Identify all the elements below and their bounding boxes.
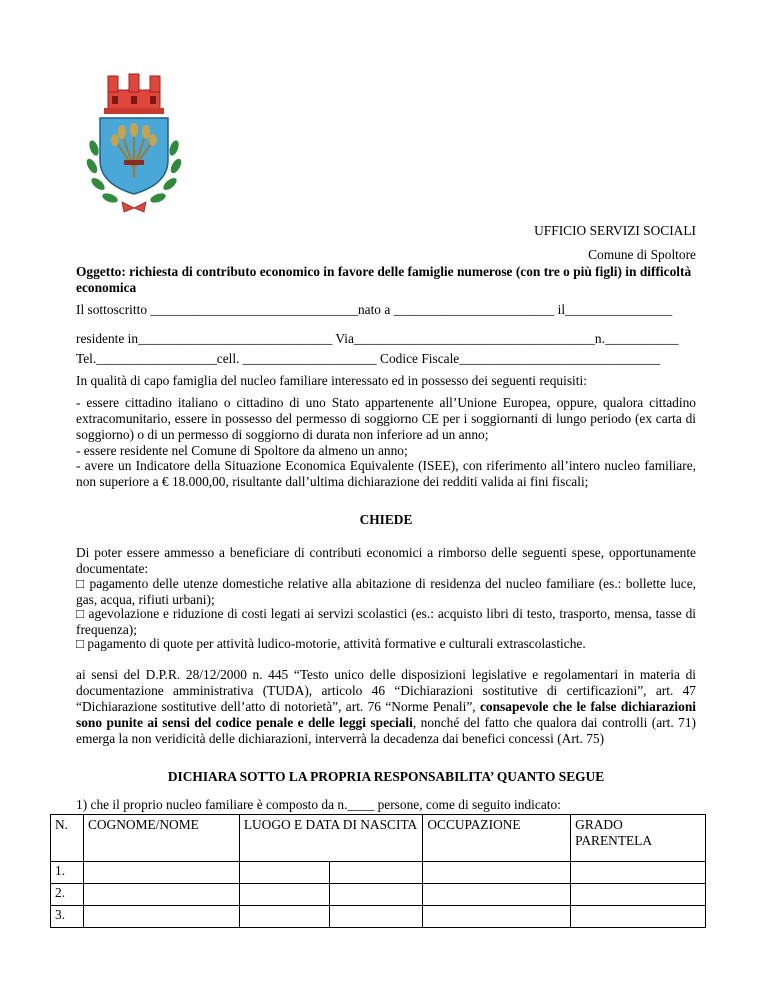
ribbon-icon [122,202,146,212]
cell-birth-date[interactable] [329,884,423,906]
option-activities: □ pagamento di quote per attività ludico-motorie, attività formative e culturali extrascolastiche. [76,636,586,651]
cell-occupation[interactable] [423,906,571,928]
cell-birth-place[interactable] [239,906,329,928]
col-header-occupation: OCCUPAZIONE [423,815,571,862]
legal-text-end: , nonché del fatto che qualora dai controlli (art. 71) emerga la non veridicità delle dichiarazioni, interverrà la decadenza dai benefici concessi (Art. 75) [76,715,696,746]
cell-relationship[interactable] [571,862,706,884]
municipal-coat-of-arms [78,68,190,216]
cell-birth-date[interactable] [329,862,423,884]
option-utilities: □ pagamento delle utenze domestiche relative alla abitazione di residenza del nucleo familiare (es.: bollette luce, gas, acqua, rifiuti urbani); [76,576,696,607]
table-row [51,862,706,884]
requirement-citizenship: - essere cittadino italiano o cittadino di uno Stato appartenente all’Unione Europea, oppure, qualora cittadino extracomunitario, essere in possesso del permesso di soggiorno CE per i soggiornanti di lungo periodo (ex carta di soggiorno) o di un permesso di soggiorno di durata non inferiore ad un anno; [76,395,696,442]
municipality-name: Comune di Spoltore [588,247,696,262]
cell-name[interactable] [83,884,239,906]
option-school: □ agevolazione e riduzione di costi legati ai servizi scolastici (es.: acquisto libri di testo, trasporto, mensa, tasse di frequenza); [76,606,696,637]
cell-name[interactable] [83,906,239,928]
form-line-applicant: Il sottoscritto _______________________________nato a ________________________ il________________ [76,302,673,317]
office-heading: UFFICIO SERVIZI SOCIALI [534,223,696,238]
legal-text-start: ai sensi del D.P.R. 28/12/2000 n. 445 “Testo unico delle disposizioni legislative e regolamentari in materia di documentazione amministrativa (TUDA), articolo 46 “Dichiarazioni sostitutive di certificazioni”, art. 47 “Dichiarazione sostitutive dell’atto di notorietà”, art. 76 “Norme Penali”, [76,667,696,714]
row-number: 3. [51,906,84,928]
legal-paragraph [76,667,696,747]
col-header-number: N. [51,815,84,862]
col-header-relationship: GRADO PARENTELA [571,815,706,862]
household-line: 1) che il proprio nucleo familiare è composto da n.____ persone, come di seguito indicato: [76,797,561,812]
cell-name[interactable] [83,862,239,884]
col-header-birth: LUOGO E DATA DI NASCITA [239,815,423,862]
row-number: 1. [51,862,84,884]
requirement-isee: - avere un Indicatore della Situazione Economica Equivalente (ISEE), con riferimento all’intero nucleo familiare, non superiore a € 18.000,00, risultante dall’ultima dichiarazione dei redditi valida ai fini fiscali; [76,458,696,489]
cell-relationship[interactable] [571,884,706,906]
subject-line: Oggetto: richiesta di contributo economico in favore delle famiglie numerose (con tre o più figli) in difficoltà economica [76,264,692,295]
household-table [50,814,706,928]
crown-icon [104,74,164,114]
cell-occupation[interactable] [423,862,571,884]
chiede-heading: CHIEDE [359,512,413,527]
table-row [51,884,706,906]
dichiara-heading: DICHIARA SOTTO LA PROPRIA RESPONSABILITA’ QUANTO SEGUE [167,769,605,784]
form-line-residence: residente in_____________________________ Via____________________________________n.___________ [76,331,679,346]
requirements-intro: In qualità di capo famiglia del nucleo familiare interessato ed in possesso dei seguenti requisiti: [76,373,587,388]
legal-text-bold: consapevole che le false dichiarazioni sono punite ai sensi del codice penale e delle leggi speciali [76,699,696,730]
requirement-residence: - essere residente nel Comune di Spoltore da almeno un anno; [76,443,408,458]
form-line-contacts: Tel.__________________cell. ____________________ Codice Fiscale______________________________ [76,351,661,366]
row-number: 2. [51,884,84,906]
cell-birth-place[interactable] [239,884,329,906]
cell-occupation[interactable] [423,884,571,906]
table-row [51,906,706,928]
cell-relationship[interactable] [571,906,706,928]
table-header-row [51,815,706,862]
cell-birth-place[interactable] [239,862,329,884]
chiede-intro: Di poter essere ammesso a beneficiare di contributi economici a rimborso delle seguenti spese, opportunamente documentate: [76,545,696,576]
col-header-name: COGNOME/NOME [83,815,239,862]
cell-birth-date[interactable] [329,906,423,928]
